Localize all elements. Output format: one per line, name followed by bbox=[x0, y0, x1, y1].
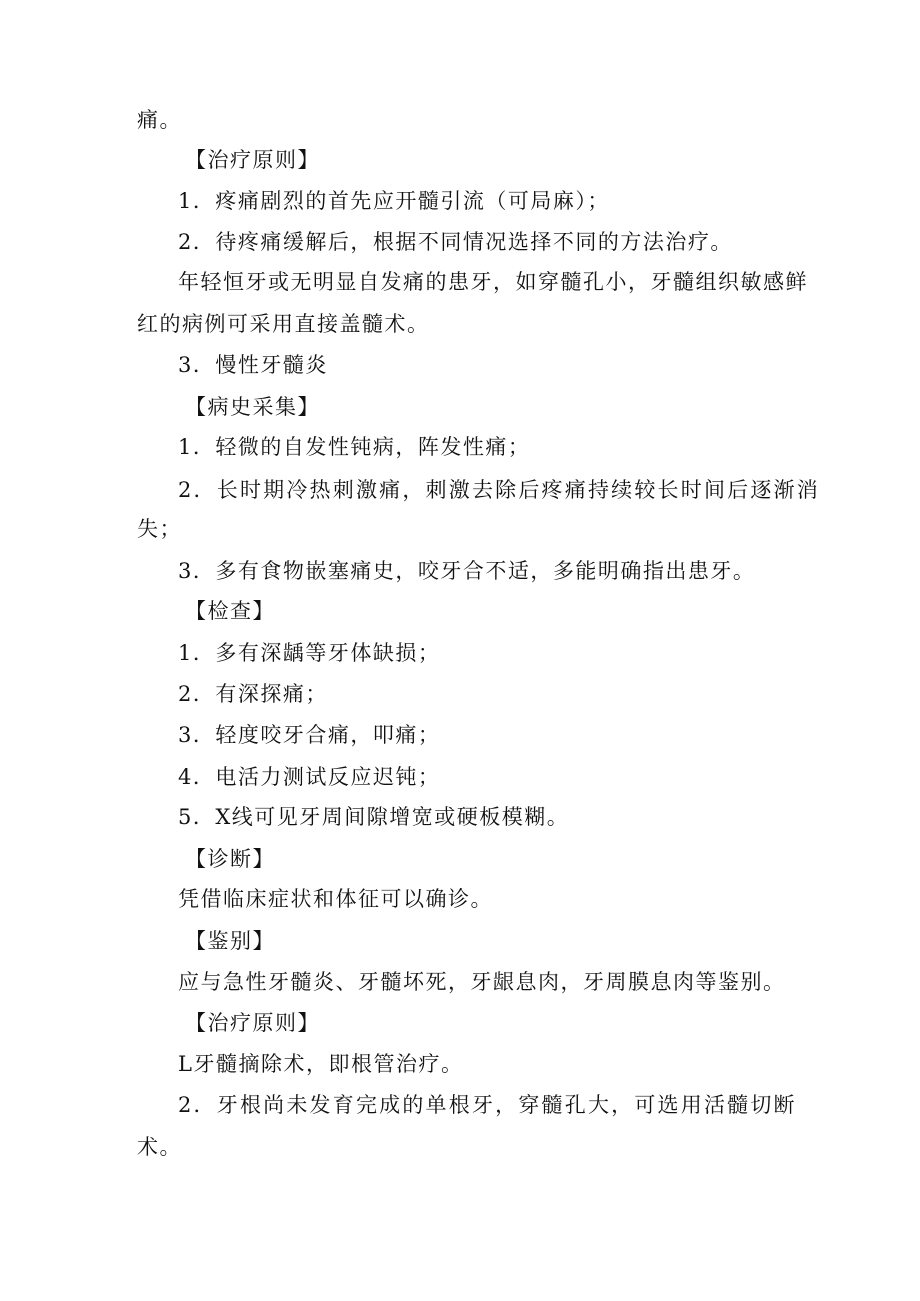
list-item: 2．牙根尚未发育完成的单根牙，穿髓孔大，可选用活髓切断 bbox=[178, 1093, 797, 1117]
section-heading: 【治疗原则】 bbox=[185, 148, 320, 172]
section-heading: 【检查】 bbox=[185, 599, 275, 623]
section-heading: 【鉴别】 bbox=[185, 929, 275, 953]
list-item: 2．有深探痛； bbox=[178, 682, 328, 706]
list-item-continuation: 失； bbox=[137, 517, 182, 541]
subsection-title: 3．慢性牙髓炎 bbox=[178, 353, 328, 377]
list-item: 1．轻微的自发性钝病，阵发性痛； bbox=[178, 435, 531, 459]
list-item: 1．疼痛剧烈的首先应开髓引流（可局麻）； bbox=[178, 189, 610, 213]
paragraph-line: 红的病例可采用直接盖髓术。 bbox=[137, 312, 430, 336]
section-heading: 【病史采集】 bbox=[185, 395, 320, 419]
text-line: 痛。 bbox=[137, 108, 182, 132]
list-item: 3．多有食物嵌塞痛史，咬牙合不适，多能明确指出患牙。 bbox=[178, 559, 756, 583]
paragraph-line: 应与急性牙髓炎、牙髓坏死，牙龈息肉，牙周膜息肉等鉴别。 bbox=[178, 970, 786, 994]
list-item: 4．电活力测试反应迟钝； bbox=[178, 765, 441, 789]
list-item: 2．长时期冷热刺激痛，刺激去除后疼痛持续较长时间后逐渐消 bbox=[178, 478, 820, 502]
paragraph-line: 凭借临床症状和体征可以确诊。 bbox=[178, 887, 493, 911]
list-item-continuation: 术。 bbox=[137, 1135, 182, 1159]
list-item: 3．轻度咬牙合痛，叩痛； bbox=[178, 723, 441, 747]
list-item: 1．多有深龋等牙体缺损； bbox=[178, 641, 441, 665]
list-item: L牙髓摘除术，即根管治疗。 bbox=[178, 1052, 464, 1076]
list-item: 2．待疼痛缓解后，根据不同情况选择不同的方法治疗。 bbox=[178, 230, 733, 254]
section-heading: 【诊断】 bbox=[185, 847, 275, 871]
section-heading: 【治疗原则】 bbox=[185, 1011, 320, 1035]
list-item: 5．X线可见牙周间隙增宽或硬板模糊。 bbox=[178, 805, 570, 829]
paragraph-line: 年轻恒牙或无明显自发痛的患牙，如穿髓孔小，牙髓组织敏感鲜 bbox=[178, 270, 808, 294]
